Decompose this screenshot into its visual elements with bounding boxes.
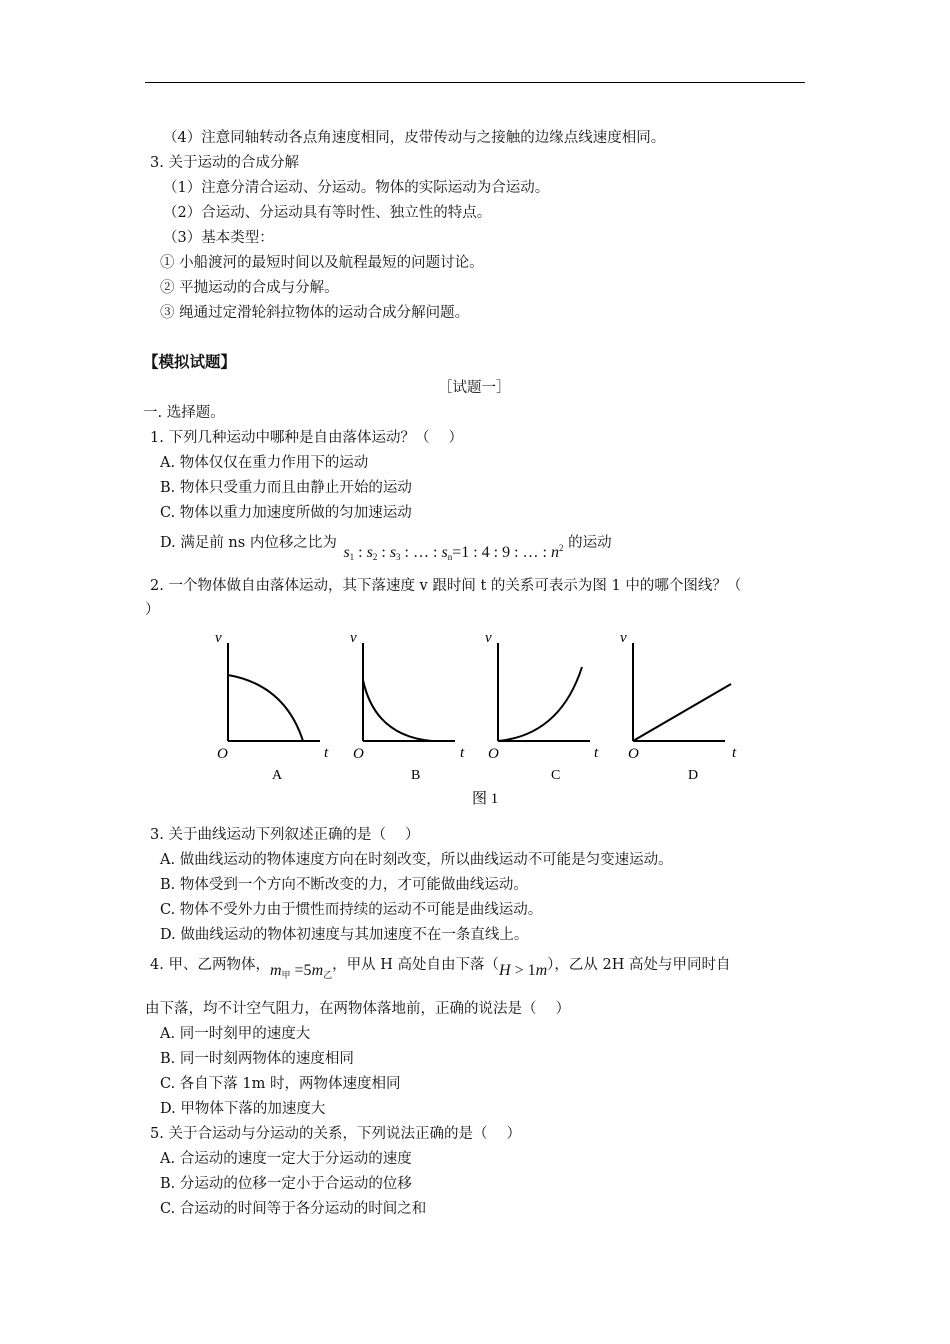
note-section-3-title: 3. 关于运动的合成分解 [150,155,299,171]
graph-b-t-label: t [460,745,465,761]
ratio-formula: $s_1$ : $s_2$ : $s_3$ : … : $s_n=1$ : 4 : 9 : … : $n^2$ [343,543,564,562]
exam-subheading: ［试题一］ [438,380,511,396]
graph-c-v-label: v [485,630,492,646]
q4-stem-line2: 由下落，均不计空气阻力，在两物体落地前，正确的说法是（ ） [145,1001,571,1017]
note-type-3: ③ 绳通过定滑轮斜拉物体的运动合成分解问题。 [160,305,470,321]
q3-option-b: B. 物体受到一个方向不断改变的力，才可能做曲线运动。 [160,877,528,893]
part-title: 一. 选择题。 [143,405,225,421]
graph-b [363,643,455,741]
q3-option-d: D. 做曲线运动的物体初速度与其加速度不在一条直线上。 [160,927,529,943]
q4-option-b: B. 同一时刻两物体的速度相同 [160,1051,354,1067]
q3-option-c: C. 物体不受外力由于惯性而持续的运动不可能是曲线运动。 [160,902,543,918]
graph-d-v-label: v [620,630,627,646]
q1-option-a: A. 物体仅仅在重力作用下的运动 [160,455,369,471]
note-item-3-1: （1）注意分清合运动、分运动。物体的实际运动为合运动。 [163,180,550,196]
q5-stem: 5. 关于合运动与分运动的关系，下列说法正确的是（ ） [150,1126,522,1142]
q4-option-c: C. 各自下落 1m 时，两物体速度相同 [160,1076,401,1092]
graph-c-label: C [551,768,561,783]
mass-formula: $m_甲 =5m_乙$ [269,962,333,980]
graph-b-v-label: v [350,630,357,646]
note-type-2: ② 平抛运动的合成与分解。 [160,280,339,296]
q5-option-a: A. 合运动的速度一定大于分运动的速度 [160,1151,412,1167]
graph-a-v-label: v [215,630,222,646]
q3-stem: 3. 关于曲线运动下列叙述正确的是（ ） [150,827,420,843]
q1-option-d-suffix: 的运动 [568,535,612,551]
graph-b-label: B [411,768,421,783]
figure-caption: 图 1 [472,791,499,807]
graph-d-t-label: t [732,745,737,761]
q4-stem-line1: 4. 甲、乙两物体，$m_甲 =5m_乙$，甲从 H 高处自由下落（H > 1m），乙从 2H 高处与甲同时自 [150,957,731,980]
q2-stem-line2: ） [145,602,160,618]
graph-c-origin: O [488,746,499,762]
height-formula: H > 1m [499,962,548,979]
q5-option-c: C. 合运动的时间等于各分运动的时间之和 [160,1201,427,1217]
q2-stem-line1: 2. 一个物体做自由落体运动，其下落速度 v 跟时间 t 的关系可表示为图 1 中的哪个图线？（ [150,578,742,594]
q1-stem: 1. 下列几种运动中哪种是自由落体运动？（ ） [150,430,464,446]
graph-d-label: D [688,768,699,783]
q1-option-b: B. 物体只受重力而且由静止开始的运动 [160,480,412,496]
note-item-3-3: （3）基本类型： [163,230,274,246]
graph-a-t-label: t [324,745,329,761]
q1-option-d-prefix: D. 满足前 ns 内位移之比为 [160,535,337,551]
note-item-4: （4）注意同轴转动各点角速度相同，皮带传动与之接触的边缘点线速度相同。 [163,130,666,146]
graph-b-origin: O [353,746,364,762]
note-type-1: ① 小船渡河的最短时间以及航程最短的问题讨论。 [160,255,484,271]
graph-d-origin: O [628,746,639,762]
q4-option-d: D. 甲物体下落的加速度大 [160,1101,326,1117]
q4-option-a: A. 同一时刻甲的速度大 [160,1026,311,1042]
graph-c [498,643,590,741]
graph-a-origin: O [217,746,228,762]
graph-a [228,643,320,741]
graph-d [633,643,731,741]
graph-a-label: A [272,768,283,783]
q3-option-a: A. 做曲线运动的物体速度方向在时刻改变，所以曲线运动不可能是匀变速运动。 [160,852,673,868]
note-item-3-2: （2）合运动、分运动具有等时性、独立性的特点。 [163,205,492,221]
graph-c-t-label: t [594,745,599,761]
q1-option-c: C. 物体以重力加速度所做的匀加速运动 [160,505,412,521]
q5-option-b: B. 分运动的位移一定小于合运动的位移 [160,1176,412,1192]
section-heading: 【模拟试题】 [143,353,237,371]
